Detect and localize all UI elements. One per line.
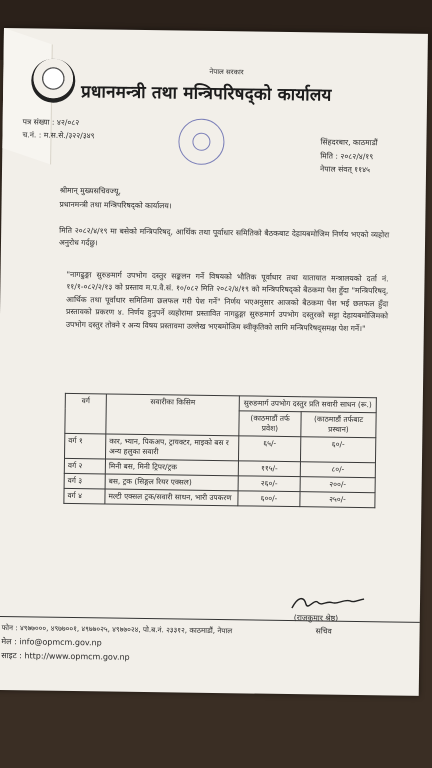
row-category: वर्ग २ [64, 458, 105, 474]
signatory-designation: सचिव [315, 626, 332, 636]
table-header-row [65, 393, 376, 412]
government-label: नेपाल सरकार [209, 67, 244, 77]
letter-date: मिति : २०८२/४/१९ [320, 151, 374, 162]
row-vehicle: मल्टी एक्सल ट्रक/सवारी साधन, भारी उपकरण [105, 489, 238, 506]
row-exit-fee: ८०/- [300, 462, 375, 478]
nepal-emblem-icon [31, 58, 76, 103]
row-category: वर्ग ४ [64, 488, 105, 504]
office-stamp-icon [178, 118, 225, 165]
letter-page [0, 28, 428, 696]
office-title: प्रधानमन्त्री तथा मन्त्रिपरिषद्को कार्यालय [80, 82, 332, 106]
decision-quote: "नागढुङ्गा सुरुङमार्ग उपभोग दस्तुर सङ्कलन गर्ने विषयको भौतिक पूर्वाधार तथा यातायात मन्त्रालयको दर्ता नं. ११/१-०८२/२/१३ को प्रस्ताव म.प.वै.सं. १०/०८२ मिति २०८२/४/१९ को मन्त्रिपरिषद्को बैठकमा पेश हुँदा "मन्त्रिपरिषद्, आर्थिक तथा पूर्वाधार समितिमा छलफल गरी पेश गर्ने" निर्णय भएअनुसार आजको बैठकमा पेश भई छलफल हुँदा प्रस्तावको प्रकरण ४. निर्णय हुनुपर्ने व्यहोरामा प्रस्तावित नागढुङ्गा सुरुङमार्ग उपभोग दस्तुरको सट्टा देहायबमोजिमको उपभोग दस्तुर तोक्ने र अन्य विषय प्रस्तावमा उल्लेख भएबमोजिम स्वीकृतिको लागि मन्त्रिपरिषद्समक्ष पेश गर्ने।" [65, 269, 389, 333]
row-entry-fee: २६०/- [238, 476, 300, 492]
row-vehicle: बस, ट्रक (सिङ्गल रियर एक्सल) [105, 474, 238, 491]
header-category: वर्ग [65, 393, 107, 434]
intro-paragraph: मिति २०८२/४/१९ मा बसेको मन्त्रिपरिषद्, आर्थिक तथा पूर्वाधार समितिको बैठकबाट देहायबमोजिम निर्णय भएको व्यहोरा अनुरोध गर्दछु। [58, 225, 390, 248]
chalani-number: च.नं. : म.स.से./३२२/३४९ [22, 130, 95, 141]
office-location: सिंहदरबार, काठमाडौं [320, 137, 378, 148]
header-entry: (काठमाडौं तर्फ प्रवेश) [239, 411, 301, 437]
row-category: वर्ग ३ [64, 473, 105, 489]
footer-divider [0, 616, 420, 623]
fee-table [63, 393, 377, 508]
header-vehicle-type: सवारीका किसिम [106, 394, 240, 436]
signatory-name: (राजकुमार श्रेष्ठ) [293, 613, 339, 623]
row-category: वर्ग १ [64, 433, 105, 459]
addressee-line-1: श्रीमान् मुख्यसचिवज्यू, [59, 185, 121, 196]
header-fee-group: सुरुङमार्ग उपभोग दस्तुर प्रति सवारी साधन (रू.) [239, 396, 376, 413]
row-exit-fee: २००/- [300, 477, 375, 493]
footer-website: साइट : http://www.opmcm.gov.np [1, 651, 130, 662]
row-vehicle: मिनी बस, मिनी ट्रिपर/ट्रक [105, 459, 238, 476]
nepal-sambat-date: नेपाल संवत् ११४५ [320, 164, 371, 175]
header-exit: (काठमाडौं तर्फबाट प्रस्थान) [301, 412, 376, 438]
footer-phone: फोन : ४९७७०००, ४९७७००१, ४९७७०२५, ४९७७०२४, पो.ब.नं. २३३१२, काठमाडौं, नेपाल [1, 623, 233, 636]
row-entry-fee: ११५/- [238, 461, 300, 477]
row-vehicle: कार, भ्यान, पिकअप, ट्रायक्टर, माइको बस र अन्य हलुका सवारी [105, 434, 238, 461]
table-row [64, 488, 375, 507]
row-entry-fee: ६००/- [238, 491, 300, 507]
footer-email: मेल : info@opmcm.gov.np [1, 637, 102, 648]
row-exit-fee: ६०/- [301, 437, 376, 463]
row-entry-fee: ६५/- [238, 436, 300, 462]
patra-sankhya: पत्र संख्या : ४२/०८२ [22, 117, 80, 128]
row-exit-fee: २५०/- [300, 492, 375, 508]
addressee-line-2: प्रधानमन्त्री तथा मन्त्रिपरिषद्को कार्यालय। [59, 199, 172, 211]
